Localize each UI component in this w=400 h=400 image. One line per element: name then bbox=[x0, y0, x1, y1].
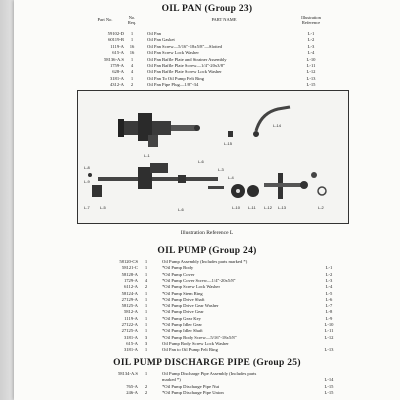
quantity: 1 bbox=[144, 309, 148, 315]
part-name: *Oil Pump Drive Shaft bbox=[162, 296, 205, 302]
part-name: Oil Pump Discharge Pipe Assembly (Includes parts bbox=[162, 371, 257, 376]
part-number: 27129-A bbox=[121, 296, 138, 302]
quantity: 2 bbox=[144, 383, 148, 389]
part-number: 58125-A bbox=[121, 303, 138, 309]
label-l2: L-2 bbox=[318, 205, 324, 210]
quantity: 1 bbox=[144, 303, 148, 309]
label-l3: L-3 bbox=[218, 167, 224, 172]
part-number: 3181-A bbox=[109, 75, 124, 81]
part-number: 60119-B bbox=[108, 37, 124, 43]
part-name: Oil Pan Baffle Plate Screw—1/4"-20x3/8" bbox=[147, 63, 225, 68]
header-part-no: Part No. bbox=[97, 17, 113, 22]
illustration-ref: L-2 bbox=[307, 37, 315, 43]
label-l11: L-11 bbox=[248, 205, 256, 210]
quantity: 1 bbox=[144, 347, 148, 353]
part-name: *Oil Pump Cover Screw—1/4"-20x5/8" bbox=[162, 277, 236, 283]
parts-table-row bbox=[14, 44, 400, 50]
part-number: 58124-A bbox=[121, 290, 138, 296]
parts-table-row bbox=[14, 390, 400, 396]
quantity: 1 bbox=[144, 315, 148, 321]
quantity: 1 bbox=[144, 322, 148, 327]
header-part-name: PART NAME bbox=[211, 17, 237, 22]
gears-drawing bbox=[208, 184, 259, 198]
part-name: *Oil Pump Drive Gear Washer bbox=[162, 303, 219, 309]
part-number: 6112-A bbox=[124, 284, 138, 290]
illustration-ref: L-3 bbox=[307, 43, 315, 49]
quantity: 1 bbox=[144, 259, 148, 264]
part-name: Oil Pan Baffle Plate Screw Lock Washer bbox=[147, 69, 222, 75]
quantity: 16 bbox=[129, 50, 135, 56]
quantity: 4 bbox=[130, 69, 134, 75]
header-no-req: No. Req. bbox=[127, 15, 137, 25]
part-name: *Oil Pump Idler Gear bbox=[162, 322, 202, 327]
parts-table-row bbox=[14, 31, 400, 37]
quantity: 1 bbox=[130, 75, 134, 81]
illustration-caption: Illustration Reference L bbox=[180, 230, 234, 236]
label-l4: L-4 bbox=[228, 175, 234, 180]
illustration-ref: L-15 bbox=[324, 389, 334, 395]
parts-table-row bbox=[14, 278, 400, 284]
parts-table-row bbox=[14, 57, 400, 63]
part-number: 628-A bbox=[112, 69, 124, 75]
catalog-page bbox=[14, 0, 400, 400]
label-l6a: L-6 bbox=[198, 159, 204, 164]
part-number: 246-A bbox=[126, 389, 138, 395]
quantity: 16 bbox=[129, 43, 135, 49]
parts-table-row bbox=[14, 316, 400, 322]
quantity: 1 bbox=[144, 271, 148, 277]
parts-table-row bbox=[14, 265, 400, 271]
part-number: 58128-A bbox=[121, 271, 138, 277]
discharge-pipe-section-title: OIL PUMP DISCHARGE PIPE (Group 25) bbox=[113, 358, 301, 368]
illustration-ref: L-4 bbox=[307, 50, 315, 56]
part-name: Oil Pump Body Screw Lock Washer bbox=[162, 340, 229, 346]
quantity: 2 bbox=[144, 389, 148, 395]
part-number: 4312-A bbox=[109, 82, 124, 88]
parts-table-row bbox=[14, 259, 400, 265]
parts-table-row bbox=[14, 69, 400, 75]
part-name: Oil Pan Pipe Plug—1/8"-34 bbox=[147, 82, 199, 88]
quantity: 1 bbox=[144, 328, 148, 334]
illustration-ref: L-9 bbox=[325, 315, 333, 321]
part-number: 5812-A bbox=[123, 309, 138, 315]
illustration-ref: L-14 bbox=[324, 377, 334, 383]
quantity: 1 bbox=[130, 56, 134, 62]
part-name: Oil Pan To Oil Pump Felt Ring bbox=[147, 75, 205, 81]
quantity: 2 bbox=[130, 82, 134, 88]
illustration-ref: L-13 bbox=[306, 75, 316, 81]
label-l5: L-5 bbox=[100, 205, 106, 210]
pump-cover-drawing bbox=[264, 172, 326, 199]
part-number: 1119-A bbox=[124, 315, 138, 321]
part-name: Oil Pump Assembly (Includes parts marked *) bbox=[162, 259, 248, 264]
part-number: 58134-A.S bbox=[117, 371, 138, 376]
illustration-ref: L-15 bbox=[306, 82, 316, 88]
label-l9: L-9 bbox=[84, 179, 90, 184]
parts-table-row bbox=[14, 63, 400, 69]
oil-pump-parts-drawing bbox=[78, 91, 348, 223]
parts-table-row bbox=[14, 341, 400, 347]
illustration-ref: L-15 bbox=[324, 383, 334, 389]
parts-table-row bbox=[14, 335, 400, 341]
part-number: 615-A bbox=[112, 50, 124, 56]
part-number: 58120-CS bbox=[119, 259, 138, 264]
illustration-ref: L-3 bbox=[325, 277, 333, 283]
illustration-ref: L-7 bbox=[325, 303, 333, 309]
parts-table-row bbox=[14, 322, 400, 328]
part-number: 58136-A.S bbox=[103, 56, 124, 62]
parts-table-row bbox=[14, 371, 400, 377]
parts-table-row bbox=[14, 37, 400, 43]
part-number: 765-A bbox=[126, 383, 138, 389]
label-l1: L-1 bbox=[144, 153, 150, 158]
quantity: 1 bbox=[144, 290, 148, 296]
part-number: 3181-A bbox=[123, 334, 138, 340]
parts-table-row bbox=[14, 50, 400, 56]
parts-table-row bbox=[14, 384, 400, 390]
illustration-ref: L-5 bbox=[325, 290, 333, 296]
discharge-pipe-drawing bbox=[228, 107, 290, 137]
quantity: 1 bbox=[130, 37, 134, 43]
parts-table-row bbox=[14, 347, 400, 353]
quantity: 3 bbox=[144, 340, 148, 346]
part-name: Oil Pan bbox=[147, 31, 161, 36]
part-name: *Oil Pump Gear Key bbox=[162, 315, 201, 321]
quantity: 2 bbox=[144, 284, 148, 290]
illustration-ref: L-1 bbox=[307, 31, 315, 36]
part-number: 27125-A bbox=[121, 328, 138, 334]
quantity: 1 bbox=[144, 265, 148, 271]
quantity: 4 bbox=[144, 277, 148, 283]
part-number: 1119-A bbox=[110, 43, 124, 49]
part-name: Oil Pan Screw Lock Washer bbox=[147, 50, 199, 56]
label-l13: L-13 bbox=[278, 205, 287, 210]
part-number: 59102-D bbox=[107, 31, 124, 36]
part-name: *Oil Pump Body Screw—5/16"-18x5/8" bbox=[162, 334, 237, 340]
part-name: marked *) bbox=[162, 377, 181, 383]
quantity: 1 bbox=[144, 371, 148, 376]
drive-shaft-drawing bbox=[88, 163, 218, 197]
quantity: 1 bbox=[144, 296, 148, 302]
label-l12: L-12 bbox=[264, 205, 273, 210]
label-l10: L-10 bbox=[232, 205, 241, 210]
part-name: *Oil Pump Stem Ring bbox=[162, 290, 203, 296]
illustration-ref: L-2 bbox=[325, 271, 333, 277]
parts-table-row bbox=[14, 291, 400, 297]
parts-illustration bbox=[77, 90, 349, 224]
illustration-ref: L-12 bbox=[306, 69, 316, 75]
illustration-ref: L-10 bbox=[324, 322, 334, 327]
parts-table-row bbox=[14, 284, 400, 290]
part-number: 27122-A bbox=[121, 322, 138, 327]
pump-body-drawing bbox=[118, 113, 200, 147]
oil-pan-section-title: OIL PAN (Group 23) bbox=[161, 4, 253, 14]
parts-table-row bbox=[14, 76, 400, 82]
oil-pump-section-title: OIL PUMP (Group 24) bbox=[157, 246, 257, 256]
label-l15a: L-15 bbox=[224, 141, 233, 146]
header-illustration-reference: Illustration Reference bbox=[301, 15, 321, 25]
part-name: Oil Pan to Oil Pump Felt Ring bbox=[162, 347, 218, 353]
illustration-ref: L-1 bbox=[325, 265, 333, 271]
part-name: *Oil Pump Screw Lock Washer bbox=[162, 284, 220, 290]
illustration-ref: L-8 bbox=[325, 309, 333, 315]
illustration-ref: L-4 bbox=[325, 284, 333, 290]
illustration-ref: L-11 bbox=[306, 63, 316, 68]
illustration-ref: L-6 bbox=[325, 296, 333, 302]
part-name: *Oil Pump Cover bbox=[162, 271, 195, 277]
part-name: Oil Pan Gasket bbox=[147, 37, 175, 43]
part-name: *Oil Pump Idler Shaft bbox=[162, 328, 203, 334]
label-l14: L-14 bbox=[273, 123, 282, 128]
page-binding-edge bbox=[0, 0, 14, 400]
part-name: *Oil Pump Discharge Pipe Nut bbox=[162, 383, 220, 389]
part-number: 58121-C bbox=[121, 265, 138, 271]
parts-table-row bbox=[14, 303, 400, 309]
part-name: Oil Pan Baffle Plate and Strainer Assembly bbox=[147, 56, 227, 62]
part-name: *Oil Pump Discharge Pipe Union bbox=[162, 389, 224, 395]
parts-table-row bbox=[14, 309, 400, 315]
parts-table-row bbox=[14, 377, 400, 383]
part-name: Oil Pan Screw—5/16"-18x5/8"—Slotted bbox=[147, 43, 222, 49]
label-l8: L-8 bbox=[84, 165, 90, 170]
parts-table-row bbox=[14, 82, 400, 88]
part-name: *Oil Pump Body bbox=[162, 265, 194, 271]
parts-table-row bbox=[14, 328, 400, 334]
illustration-ref: L-10 bbox=[306, 56, 316, 62]
quantity: 1 bbox=[130, 31, 134, 36]
parts-table-row bbox=[14, 272, 400, 278]
part-number: 615-A bbox=[126, 340, 138, 346]
parts-table-row bbox=[14, 297, 400, 303]
label-l7: L-7 bbox=[84, 205, 90, 210]
illustration-ref: L-11 bbox=[324, 328, 334, 334]
illustration-ref: L-12 bbox=[324, 334, 334, 340]
part-number: 1729-A bbox=[123, 277, 138, 283]
part-number: 1759-A bbox=[109, 63, 124, 68]
part-name: *Oil Pump Drive Gear bbox=[162, 309, 204, 315]
quantity: 3 bbox=[144, 334, 148, 340]
illustration-ref: L-13 bbox=[324, 347, 334, 353]
part-number: 3181-A bbox=[123, 347, 138, 353]
quantity: 4 bbox=[130, 63, 134, 68]
label-l6b: L-6 bbox=[178, 207, 184, 212]
